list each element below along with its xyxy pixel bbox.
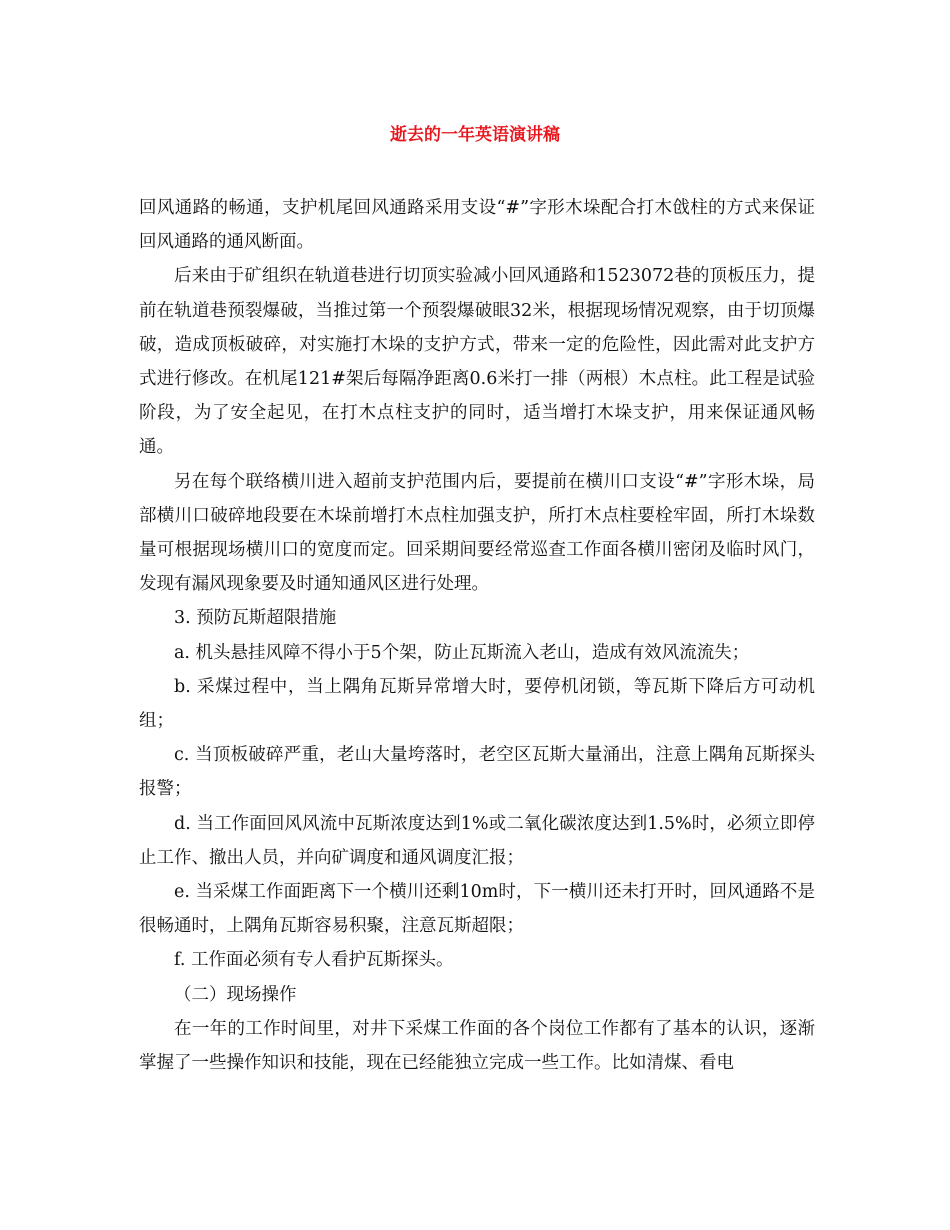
paragraph-return-airway: 回风通路的畅通，支护机尾回风通路采用支设“#”字形木垛配合打木戗柱的方式来保证回风通路的通风断面。 (139, 198, 815, 253)
list-item-c: c. 当顶板破碎严重，老山大量垮落时，老空区瓦斯大量涌出，注意上隅角瓦斯探头报警； (139, 745, 815, 800)
list-item-a: a. 机头悬挂风障不得小于5个架，防止瓦斯流入老山，造成有效风流流失； (174, 642, 750, 663)
list-item-e: e. 当采煤工作面距离下一个横川还剩10m时，下一横川还未打开时，回风通路不是很畅通时，上隅角瓦斯容易积聚，注意瓦斯超限； (139, 882, 815, 937)
list-item-d: d. 当工作面回风风流中瓦斯浓度达到1%或二氧化碳浓度达到1.5%时，必须立即停止工作、撤出人员，并向矿调度和通风调度汇报； (139, 813, 815, 868)
list-item-b: b. 采煤过程中，当上隅角瓦斯异常增大时，要停机闭锁，等瓦斯下降后方可动机组； (139, 676, 815, 732)
list-item-f: f. 工作面必须有专人看护瓦斯探头。 (174, 950, 454, 971)
document-title: 逝去的一年英语演讲稿 (390, 125, 560, 145)
section-heading-field-operation: （二）现场操作 (174, 984, 297, 1005)
paragraph-crossway-support: 另在每个联络横川进入超前支护范围内后，要提前在横川口支设“#”字形木垛，局部横川口破碎地段要在木垛前增打木点柱加强支护，所打木点柱要栓牢固，所打木垛数量可根据现场横川口的宽度而定。回采期间要经常巡查工作面各横川密闭及临时风门，发现有漏风现象要及时通知通风区进行处理。 (139, 471, 815, 595)
document-body (139, 191, 815, 1080)
paragraph-roof-cutting: 后来由于矿组织在轨道巷进行切顶实验减小回风通路和1523072巷的顶板压力，提前在轨道巷预裂爆破，当推过第一个预裂爆破眼32米，根据现场情况观察，由于切顶爆破，造成顶板破碎，对实施打木垛的支护方式，带来一定的危险性，因此需对此支护方式进行修改。在机尾121#架后每隔净距离0.6米打一排（两根）木点柱。此工程是试验阶段，为了安全起见，在打木点柱支护的同时，适当增打木垛支护，用来保证通风畅通。 (139, 266, 815, 458)
paragraph-work-experience: 在一年的工作时间里，对井下采煤工作面的各个岗位工作都有了基本的认识，逐渐掌握了一些操作知识和技能，现在已经能独立完成一些工作。比如清煤、看电 (139, 1018, 815, 1074)
section-heading-gas-prevention: 3. 预防瓦斯超限措施 (174, 608, 337, 629)
